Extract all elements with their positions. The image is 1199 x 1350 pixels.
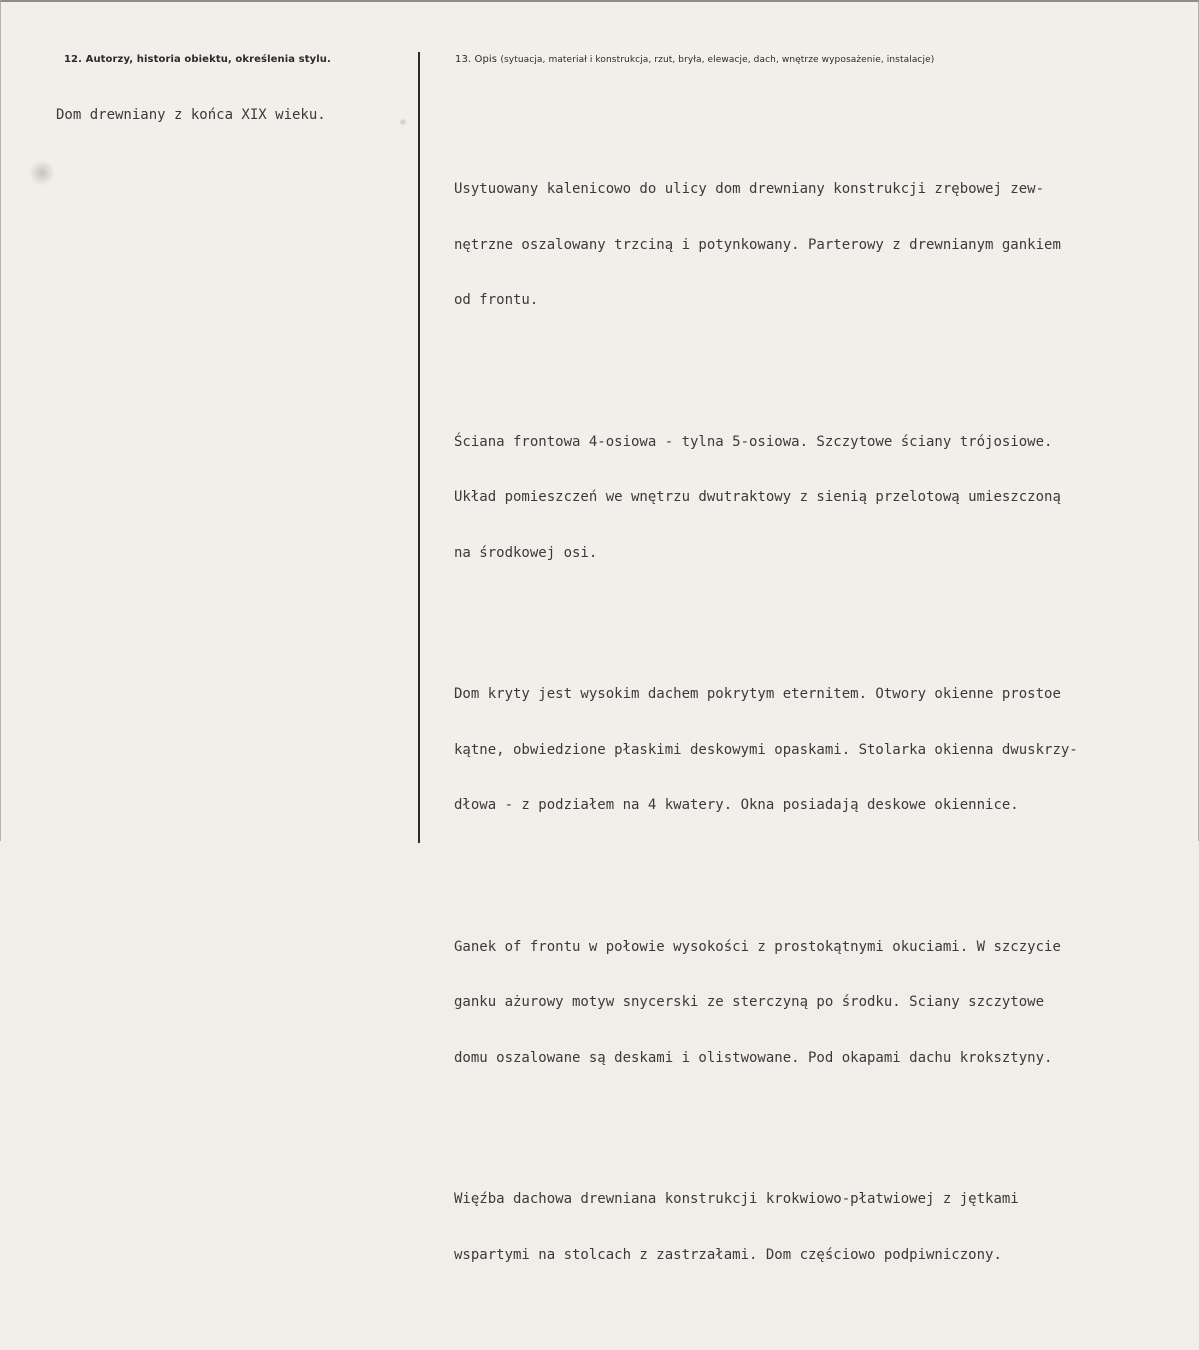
description-line: wspartymi na stolcach z zastrzałami. Dom częściowo podpiwniczony. bbox=[454, 1246, 1002, 1263]
section-12-content: Dom drewniany z końca XIX wieku. bbox=[56, 107, 326, 123]
section-13-content bbox=[454, 106, 1078, 1350]
description-line: nętrzne oszalowany trzciną i potynkowany. Parterowy z drewnianym gankiem bbox=[454, 236, 1061, 253]
description-paragraph bbox=[454, 143, 1078, 347]
description-line: Układ pomieszczeń we wnętrzu dwutraktowy z sienią przelotową umieszczoną bbox=[454, 489, 1061, 505]
description-paragraph bbox=[454, 1153, 1078, 1301]
section-12-title: Autorzy, historia obiektu, określenia stylu. bbox=[85, 54, 331, 65]
description-line: od frontu. bbox=[454, 292, 539, 308]
section-13-number: 13. bbox=[455, 54, 472, 65]
section-13-header bbox=[455, 54, 934, 65]
description-paragraph bbox=[454, 648, 1078, 852]
description-line: Ganek of frontu w połowie wysokości z prostokątnymi okuciami. W szczycie bbox=[454, 938, 1061, 955]
description-line: dłowa - z podziałem na 4 kwatery. Okna posiadają deskowe okiennice. bbox=[454, 797, 1019, 813]
paper-smudge bbox=[29, 160, 55, 186]
paper-smudge bbox=[399, 118, 407, 126]
description-line: ganku ażurowy motyw snycerski ze sterczyną po środku. Sciany szczytowe bbox=[454, 994, 1045, 1010]
description-paragraph bbox=[454, 396, 1078, 600]
description-line: domu oszalowane są deskami i olistwowane. Pod okapami dachu kroksztyny. bbox=[454, 1049, 1053, 1066]
description-line: Usytuowany kalenicowo do ulicy dom drewniany konstrukcji zrębowej zew- bbox=[454, 181, 1045, 197]
description-line: kątne, obwiedzione płaskimi deskowymi opaskami. Stolarka okienna dwuskrzy- bbox=[454, 741, 1078, 758]
section-13-title: Opis bbox=[474, 54, 498, 65]
description-line: Więźba dachowa drewniana konstrukcji krokwiowo-płatwiowej z jętkami bbox=[454, 1191, 1019, 1207]
section-12-number: 12. bbox=[64, 54, 83, 65]
description-line: Ściana frontowa 4-osiowa - tylna 5-osiowa. Szczytowe ściany trójosiowe. bbox=[454, 433, 1053, 450]
column-divider bbox=[418, 52, 420, 843]
description-line: na środkowej osi. bbox=[454, 544, 598, 561]
section-13-subtitle: (sytuacja, materiał i konstrukcja, rzut, bryła, elewacje, dach, wnętrze wyposażenie, instalacje) bbox=[500, 55, 935, 65]
description-paragraph bbox=[454, 901, 1078, 1105]
section-12-header bbox=[64, 54, 331, 65]
description-line: Dom kryty jest wysokim dachem pokrytym eternitem. Otwory okienne prostoe bbox=[454, 686, 1061, 702]
